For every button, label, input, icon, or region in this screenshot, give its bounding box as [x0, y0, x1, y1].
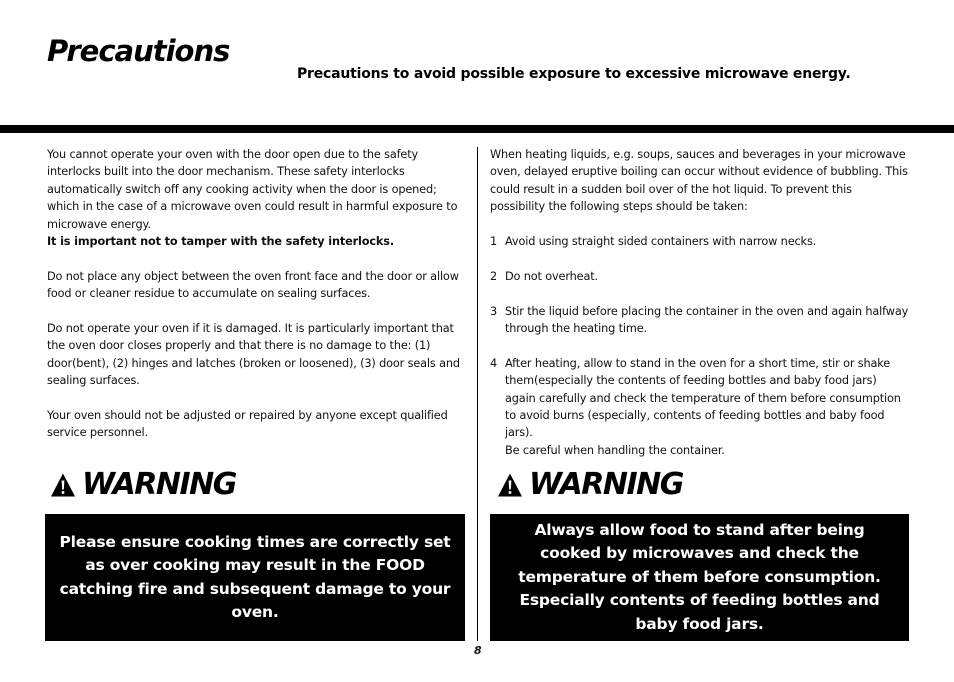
step-number: 1 — [490, 235, 498, 249]
page-title: Precautions — [47, 34, 230, 68]
page-number: 8 — [474, 644, 482, 657]
warning-label: WARNING — [82, 467, 236, 502]
step-text: After heating, allow to stand in the oven for a short time, stir or shake them(especially the contents of feeding bottles and baby food jars) again carefully and check the temperature of them before consumption to avoid burns (especially, contents of feeding bottles and baby food jars). — [505, 356, 901, 440]
right-column — [490, 146, 910, 477]
column-divider — [477, 147, 478, 641]
warning-heading-left — [50, 467, 236, 502]
warning-label: WARNING — [529, 467, 683, 502]
service-paragraph: Your oven should not be adjusted or repaired by anyone except qualified service personnel. — [47, 409, 448, 440]
warning-triangle-icon — [497, 472, 523, 498]
steps-list — [490, 233, 910, 459]
damage-paragraph: Do not operate your oven if it is damaged. It is particularly important that the oven door closes properly and that there is no damage to the: (1) door(bent), (2) hinges and latches (broken or loosened), (3) door seals and sealing surfaces. — [47, 322, 460, 388]
step-number: 2 — [490, 269, 498, 283]
page-subtitle: Precautions to avoid possible exposure to excessive microwave energy. — [297, 66, 851, 82]
list-item — [490, 303, 910, 338]
interlock-warning-line: It is important not to tamper with the safety interlocks. — [47, 235, 395, 249]
interlock-paragraph: You cannot operate your oven with the door open due to the safety interlocks built into the door mechanism. These safety interlocks automatically switch off any cooking activity when the door is opened; which in the case of a microwave oven could result in harmful exposure to microwave energy. — [47, 148, 458, 231]
liquid-intro-paragraph: When heating liquids, e.g. soups, sauces and beverages in your microwave oven, delayed eruptive boiling can occur without evidence of bubbling. This could result in a sudden boil over of the hot liquid. To prevent this possibility the following steps should be taken: — [490, 148, 908, 214]
step-text: Stir the liquid before placing the container in the oven and again halfway through the heating time. — [505, 304, 909, 336]
list-item — [490, 268, 910, 285]
step-text: Avoid using straight sided containers with narrow necks. — [505, 235, 817, 249]
warning-box-left — [45, 514, 465, 641]
header-rule — [0, 125, 954, 133]
step-number: 4 — [490, 356, 498, 370]
warning-triangle-icon — [50, 472, 76, 498]
warning-heading-right — [497, 467, 683, 502]
list-item — [490, 355, 910, 459]
warning-text: Always allow food to stand after being cooked by microwaves and check the temperature of them before consumption. Especially contents of feeding bottles and baby food jars. — [518, 520, 881, 633]
step-text: Do not overheat. — [505, 269, 598, 283]
left-column — [47, 146, 465, 459]
sealing-surface-paragraph: Do not place any object between the oven front face and the door or allow food or cleaner residue to accumulate on sealing surfaces. — [47, 269, 459, 301]
warning-box-right — [490, 514, 909, 641]
step-note: Be careful when handling the container. — [505, 443, 725, 457]
warning-text: Please ensure cooking times are correctly set as over cooking may result in the FOOD catching fire and subsequent damage to your oven. — [59, 532, 451, 621]
step-number: 3 — [490, 304, 498, 318]
list-item — [490, 233, 910, 250]
